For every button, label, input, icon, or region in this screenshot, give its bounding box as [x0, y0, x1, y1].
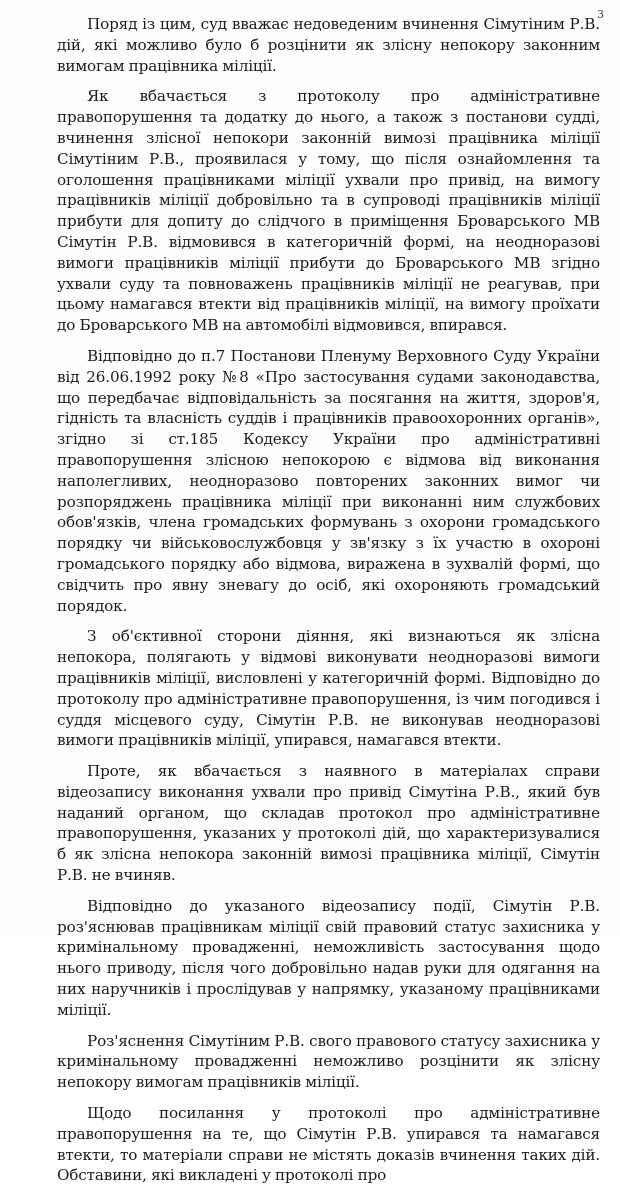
- paragraph: Роз'яснення Сімутіним Р.В. свого правового статусу захисника у кримінальному провадженні неможливо розцінити як злісну непокору вимогам працівників міліції.: [57, 1031, 600, 1092]
- paragraph: Проте, як вбачається з наявного в матеріалах справи відеозапису виконання ухвали про привід Сімутіна Р.В., який був наданий органом, що складав протокол про адміністративне правопорушення, указаних у протоколі дій, що характеризувалися б як злісна непокора законній вимозі працівника міліції, Сімутін Р.В. не вчиняв.: [57, 762, 600, 885]
- paragraph: Щодо посилання у протоколі про адміністративне правопорушення на те, що Сімутін Р.В. упирався та намагався втекти, то матеріали справи не містять доказів вчинення таких дій. Обставини, які викладені у протоколі про: [57, 1104, 600, 1185]
- document-body: [57, 14, 600, 1186]
- paragraph: Відповідно до п.7 Постанови Пленуму Верховного Суду України від 26.06.1992 року №8 «Про застосування судами законодавства, що передбачає відповідальність за посягання на життя, здоров'я, гідність та власність суддів і працівників правоохоронних органів», згідно зі ст.185 Кодексу України про адміністративні правопорушення злісною непокорою є відмова від виконання наполегливих, неодноразово повторених законних вимог чи розпоряджень працівника міліції при виконанні ним службових обов'язків, члена громадських формувань з охорони громадського порядку чи військовослужбовця у зв'язку з їх участю в охороні громадського порядку або відмова, виражена в зухвалій формі, що свідчить про явну зневагу до осіб, які охороняють громадський порядок.: [57, 346, 600, 615]
- page-number: 3: [597, 8, 604, 21]
- paragraph: Відповідно до указаного відеозапису події, Сімутін Р.В. роз'яснював працівникам міліції свій правовий статус захисника у кримінальному провадженні, неможливість застосування щодо нього приводу, після чого добровільно надав руки для одягання на них наручників і прослідував у напрямку, указаному працівниками міліції.: [57, 896, 600, 1019]
- paragraph: Поряд із цим, суд вважає недоведеним вчинення Сімутіним Р.В. дій, які можливо було б розцінити як злісну непокору законним вимогам працівника міліції.: [57, 15, 600, 75]
- paragraph: З об'єктивної сторони діяння, які визнаються як злісна непокора, полягають у відмові виконувати неодноразові вимоги працівників міліції, висловлені у категоричній формі. Відповідно до протоколу про адміністративне правопорушення, із чим погодився і суддя місцевого суду, Сімутін Р.В. не виконував неодноразові вимоги працівників міліції, упирався, намагався втекти.: [57, 627, 600, 750]
- paragraph: Як вбачається з протоколу про адміністративне правопорушення та додатку до нього, а також з постанови судді, вчинення злісної непокори законній вимозі працівника міліції Сімутіним Р.В., проявилася у тому, що після ознайомлення та оголошення працівниками міліції ухвали про привід, на вимогу працівників міліції добровільно та в супроводі працівників міліції прибути для допиту до слідчого в приміщення Броварського МВ Сімутін Р.В. відмовився в категоричній формі, на неодноразові вимоги працівників міліції прибути до Броварського МВ згідно ухвали суду та повноважень працівників міліції не реагував, при цьому намагався втекти від працівників міліції, на вимогу проїхати до Броварського МВ на автомобілі відмовився, впирався.: [57, 87, 600, 335]
